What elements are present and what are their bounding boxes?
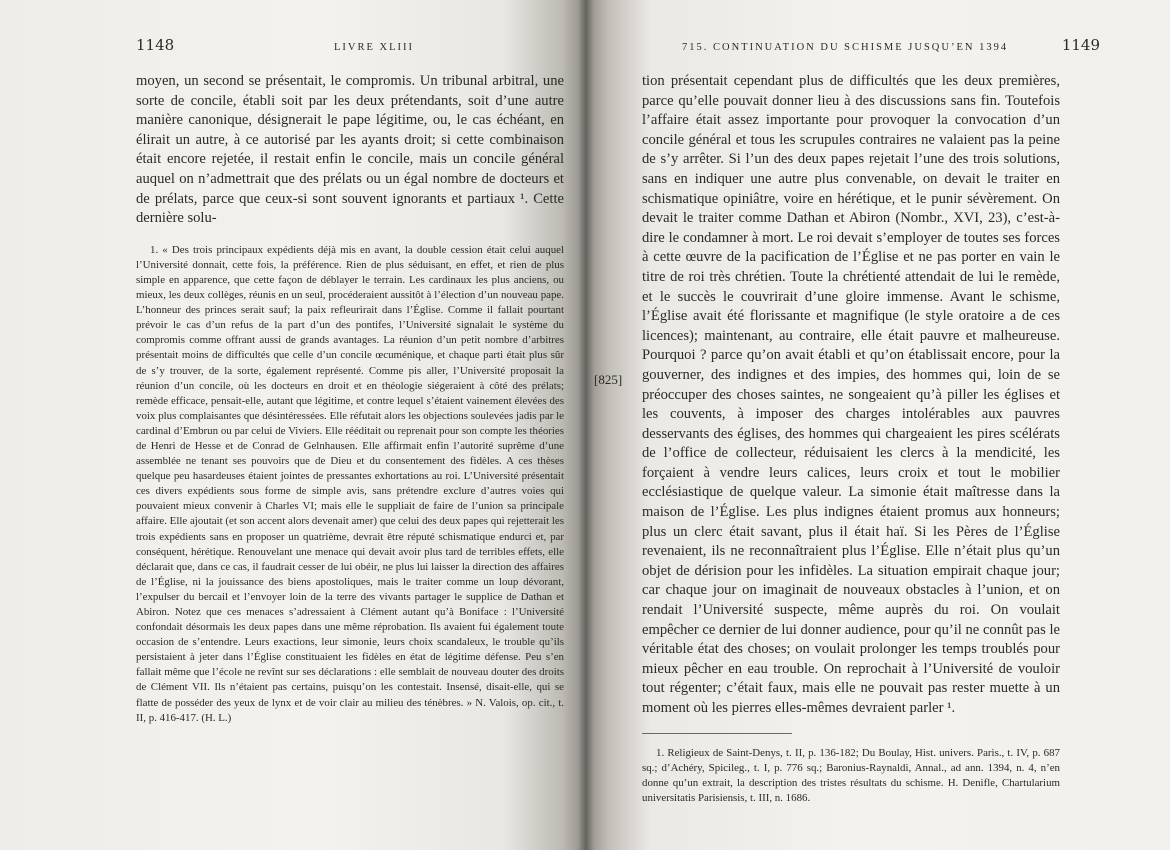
left-page-number: 1148 bbox=[136, 36, 175, 54]
book-gutter-shadow bbox=[578, 0, 594, 850]
right-page-number: 1149 bbox=[1061, 36, 1100, 54]
left-body-paragraph: moyen, un second se présentait, le compromis. Un tribunal arbitral, une sorte de concile, établi soit par les deux prétendants, soit d’une autre manière canonique, désignerait le pape légitime, ou, le cas échéant, en élirait un autre, à ce autorisé par les ayants droit; si cette combinaison était encore rejetée, il restait enfin le concile, mais un concile général auquel on n’admettrait que des prélats ou un égal nombre de docteurs et de prélats, parce que ceux-si sont souvent ignorants et partiaux ¹. Cette dernière solu- bbox=[136, 73, 564, 227]
right-running-head: 715. CONTINUATION DU SCHISME JUSQU’EN 1394 bbox=[682, 42, 1009, 53]
left-footnote: 1. « Des trois principaux expédients déjà mis en avant, la double cession était celui auquel l’Université donnait, cette fois, la préférence. Rien de plus séduisant, en effet, et rien de plus simple en apparence, que cette façon de déblayer le terrain. Les cardinaux les plus anciens, ou mieux, les deux collèges, réunis en un seul, procéderaient aussitôt à l’élection d’un nouveau pape. L’honneur des princes serait sauf; la paix refleurirait dans l’Église. Comme il fallait pourtant prévoir le cas d’un refus de la part d’un des pontifes, l’Université signalait le système du compromis comme offrant aussi de grands avantages. La réunion d’un petit nombre d’arbitres présentait moins de difficultés que celle d’un concile œcuménique, et chaque parti était plus sûr de s’y trouver, de la sorte, également représenté. Comme pis aller, l’Université proposait la réunion d’un concile, où les docteurs en droit et en théologie siégeraient à côté des prélats; remède efficace, pensait-elle, autant que légitime, et contre lequel s’étaient vainement élevées des voix plus complaisantes que désintéressées. Elle réfutait alors les objections soulevées jadis par le cardinal d’Embrun ou par celui de Viviers. Elle rééditait ou reprenait pour son compte les théories de Henri de Hesse et de Conrad de Gelnhausen. Elle affirmait enfin l’autorité suprême d’une assemblée ne tenant ses pouvoirs que de Dieu et du consentement des fidèles. A ces thèses quelque peu hasardeuses étaient jointes de pressantes exhortations au roi. L’Université présentait ces divers expédients sous forme de simple avis, sans prétendre exclure d’autres voies qui pouvaient mieux convenir à Charles VI; mais elle le suppliait de faire de l’union sa principale affaire. Elle ajoutait (et son accent alors devenait amer) que celui des deux papes qui rejetterait les trois expédients sans en proposer un quatrième, devrait être réputé schismatique endurci et, par conséquent, hérétique. Renouvelant une menace qui devait avoir plus tard de terribles effets, elle déclarait que, dans ce cas, il faudrait cesser de lui obéir, ne plus lui laisser la direction des affaires de l’Église, ni la jouissance des biens apostoliques, mais le traiter comme un loup dévorant, l’expulser du bercail et l’envoyer loin de la terre des vivants partager le supplice de Dathan et Abiron. Notez que ces menaces s’adressaient à Clément autant qu’à Boniface : l’Université confondait désormais les deux papes dans une même réprobation. Ils avaient fui également toute occasion de s’entendre. Leurs exactions, leur simonie, leurs choix scandaleux, le trouble qu’ils persistaient à jeter dans l’Église constituaient les fidèles en état de légitime défense. Peu s’en fallait même que l’école ne revînt sur ses déclarations : elle semblait de nouveau douter des droits de Clément VII. Ils n’étaient pas certains, puisqu’on les contestait. Insensé, disait-elle, qui se flatte de posséder des yeux de lynx et de voir clair au milieu des ténèbres. » N. Valois, op. cit., t. II, p. 416-417. (H. L.) bbox=[136, 243, 564, 724]
footnote-divider bbox=[642, 733, 792, 734]
right-body-paragraph: tion présentait cependant plus de difficultés que les deux premières, parce qu’elle pouvait donner lieu à des discussions sans fin. Toutefois l’affaire était assez importante pour provoquer la convocation d’un concile général et tous les scrupules contraires ne valaient pas la peine de s’y arrêter. Si l’un des deux papes rejetait l’une des trois solutions, sans en indiquer une autre plus convenable, on devait le traiter en schismatique opiniâtre, voire en hérétique, et le punir sévèrement. On devait le traiter comme Dathan et Abiron (Nombr., XVI, 23), c’est-à-dire le condamner à mort. Le roi devait s’employer de toutes ses forces à cette œuvre de la pacification de l’Église et ne pas porter en vain le titre de roi très chrétien. Toute la chrétienté attendait de lui le remède, et le succès le couvrirait d’une gloire immense. Avant le schisme, l’Église avait été florissante et magnifique (le style oratoire a de ces licences); maintenant, au contraire, elle était pauvre et malheureuse. Pourquoi ? parce qu’on avait établi et qu’on établissait encore, pour la gouverner, des indignes et des impies, des hommes qui, loin de se préoccuper des choses saintes, ne songeaient qu’à piller les églises et les couvents, à imposer des charges intolérables aux pauvres desservants des églises, des hommes qui chargeaient les pires scélérats de l’office de collecteur, réduisaient les clercs à la mendicité, les forçaient à vendre leurs calices, leurs croix et tout le mobilier ecclésiastique de quelque valeur. La simonie était maîtresse dans la maison de l’Église. Les plus indignes étaient promus aux honneurs; plus un clerc était savant, plus il était haï. Si les Pères de l’Église revenaient, ils ne reconnaîtraient plus l’Église. Elle n’était plus qu’un objet de dérision pour les infidèles. La situation empirait chaque jour; car chaque jour on imaginait de nouveaux obstacles à l’union, et on rendait l’Université suspecte, même auprès du roi. On voulait empêcher ce dernier de lui donner audience, pour qu’il ne connût pas le véritable état des choses; on voulait prolonger les temps troublés pour mieux pêcher en eau trouble. On reprochait à l’Université de vouloir tout régenter; c’était faux, mais elle ne pouvait pas rester muette à un moment où les pierres elles-mêmes devraient parler ¹. bbox=[642, 73, 1060, 716]
right-page bbox=[586, 0, 1170, 850]
left-running-head: LIVRE XLIII bbox=[333, 42, 414, 53]
right-body-text bbox=[642, 72, 1060, 719]
margin-page-reference: [825] bbox=[594, 372, 623, 387]
right-page-header bbox=[642, 36, 1100, 60]
left-body-text bbox=[136, 72, 564, 229]
right-footnote: 1. Religieux de Saint-Denys, t. II, p. 136-182; Du Boulay, Hist. univers. Paris., t. IV, p. 687 sq.; d’Achéry, Spicileg., t. I, p. 776 sq.; Baronius-Raynaldi, Annal., ad ann. 1394, n. 4, n’en donne qu’un extrait, la description des tristes résultats du schisme. H. Denifle, Chartularium universitatis Parisiensis, t. III, n. 1686. bbox=[642, 746, 1060, 804]
left-page-header bbox=[136, 36, 564, 60]
